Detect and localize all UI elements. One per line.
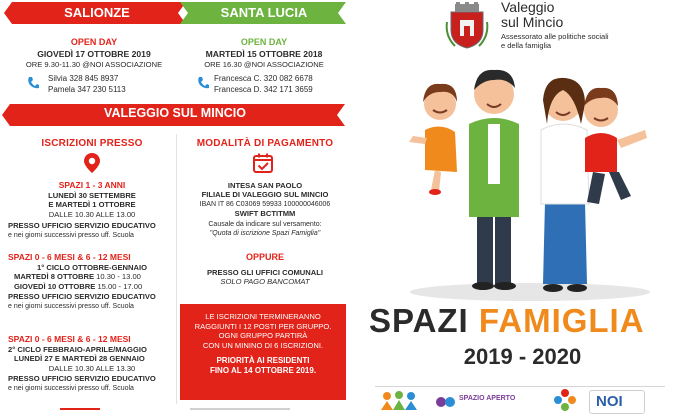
payment-bank-block [180, 181, 350, 238]
main-title [369, 302, 645, 340]
spazio-aperto-logo-icon [435, 392, 457, 412]
coat-of-arms-icon [445, 2, 489, 50]
bank-iban: IBAN IT 86 C03069 59933 100000046006 [199, 200, 331, 208]
notice-line: RAGGIUNTI I 12 POSTI PER GRUPPO. [194, 321, 332, 331]
flower-logo-icon [553, 388, 577, 412]
municipality-sub-line: Assessorato alle politiche sociali [501, 32, 609, 41]
oppure-label: OPPURE [245, 252, 284, 262]
causale-value: "Quota di iscrizione Spazi Famiglia" [209, 230, 321, 238]
date-label: LUNEDÌ 27 E MARTEDÌ [14, 354, 97, 364]
calendar-check-icon [252, 152, 274, 174]
contact-pamela: Pamela 347 230 5113 [48, 85, 126, 94]
open-day-time: ORE 9.30-11.30 @NOI ASSOCIAZIONE [25, 60, 163, 69]
family-illustration [395, 52, 665, 302]
uffici-label: PRESSO GLI UFFICI COMUNALI [206, 268, 324, 277]
causale-label: Causale da indicare sul versamento: [208, 221, 322, 229]
group-line: e nei giorni successivi presso uff. Scuola [8, 302, 134, 310]
group-line: E MARTEDÌ 1 OTTOBRE [48, 200, 136, 210]
bottom-mark [60, 408, 100, 410]
phone-icon [196, 76, 210, 90]
notice-line: FINO AL 14 OTTOBRE 2019. [209, 365, 317, 375]
noi-logo-text: NOI [596, 393, 623, 410]
time-label: 10.30 - 13.00 [96, 272, 141, 282]
group-line: LUNEDÌ 30 SETTEMBRE [48, 191, 136, 200]
iscrizioni-notice [180, 304, 346, 400]
ribbon-valeggio: VALEGGIO SUL MINCIO [104, 106, 246, 120]
salionze-openday [14, 37, 174, 69]
open-day-label: OPEN DAY [70, 37, 118, 47]
bank-swift: SWIFT BCTITMM [234, 208, 296, 218]
location-pin-icon [82, 152, 102, 174]
ribbon-salionze: SALIONZE [64, 5, 130, 20]
column-divider [176, 134, 177, 404]
kids-logo-icon [379, 390, 419, 412]
son-figure [584, 88, 647, 204]
group-line: PRESSO UFFICIO SERVIZIO EDUCATIVO [8, 292, 156, 302]
municipality-sub [501, 32, 609, 50]
open-day-label: OPEN DAY [240, 37, 288, 47]
date-label: MARTEDÌ 8 OTTOBRE [14, 272, 95, 282]
date-label: GIOVEDÌ 10 OTTOBRE [14, 281, 96, 291]
bancomat-label: SOLO PAGO BANCOMAT [220, 277, 310, 287]
notice-line: PRIORITÀ AI RESIDENTI [216, 356, 310, 366]
open-day-time: ORE 16.30 @NOI ASSOCIAZIONE [204, 60, 324, 69]
group-line [8, 272, 176, 281]
group-line: PRESSO UFFICIO SERVIZIO EDUCATIVO [8, 374, 156, 384]
group-line: e nei giorni successivi presso uff. Scuola [8, 231, 134, 239]
group-title: SPAZI 0 - 6 MESI & 6 - 12 MESI [8, 334, 131, 344]
notice-line: LE ISCRIZIONI TERMINERANNO [205, 312, 321, 321]
title-word: FAMIGLIA [478, 302, 645, 339]
group-title: SPAZI 0 - 6 MESI & 6 - 12 MESI [8, 252, 131, 262]
group-line: e nei giorni successivi presso uff. Scuola [8, 384, 134, 392]
bottom-mark [190, 408, 290, 410]
title-word: SPAZI [369, 302, 469, 339]
group-line [8, 282, 176, 291]
municipality-sub-line: e della famiglia [501, 41, 552, 50]
ribbon-santa-lucia: SANTA LUCIA [220, 5, 308, 20]
group-cycle: 2° CICLO FEBBRAIO-APRILE/MAGGIO [8, 345, 147, 354]
phone-icon [26, 76, 40, 90]
group-title: SPAZI 1 - 3 ANNI [58, 180, 126, 190]
municipality-name [501, 0, 563, 30]
group-cycle: 1° CICLO OTTOBRE-GENNAIO [36, 263, 148, 272]
noi-logo [589, 390, 645, 414]
santalucia-openday [184, 37, 344, 69]
time-label: 15.00 - 17.00 [97, 281, 143, 291]
iscrizioni-group-3 [8, 334, 176, 393]
group-line [8, 354, 176, 363]
municipality-name-line: sul Mincio [501, 14, 564, 30]
bank-name: INTESA SAN PAOLO [227, 181, 303, 190]
daughter-figure [409, 84, 457, 195]
iscrizioni-heading: ISCRIZIONI PRESSO [41, 138, 143, 149]
bank-branch: FILIALE DI VALEGGIO SUL MINCIO [201, 190, 329, 200]
contact-francesca-c: Francesca C. 320 082 6678 [214, 74, 313, 83]
title-years: 2019 - 2020 [463, 344, 582, 369]
notice-line: OGNI GRUPPO PARTIRÀ [218, 331, 308, 341]
group-line: PRESSO UFFICIO SERVIZIO EDUCATIVO [8, 221, 156, 231]
pagamento-heading: MODALITÀ DI PAGAMENTO [196, 138, 334, 149]
group-line: DALLE 10.30 ALLE 13.00 [48, 209, 136, 219]
spazio-aperto-logo-text: SPAZIO APERTO [459, 395, 516, 402]
payment-alt-block [180, 252, 350, 287]
mother-figure [541, 78, 589, 292]
contact-francesca-d: Francesca D. 342 171 3659 [214, 85, 313, 94]
date-label: 28 GENNAIO [98, 354, 145, 364]
notice-line: CON UN MININO DI 6 ISCRIZIONI. [202, 340, 324, 350]
iscrizioni-group-1 [8, 180, 176, 240]
municipality-name-line: Valeggio [501, 0, 555, 15]
iscrizioni-group-2 [8, 252, 176, 311]
footer-divider [375, 386, 665, 387]
father-figure [469, 70, 519, 290]
open-day-date: MARTEDÌ 15 OTTOBRE 2018 [205, 49, 323, 59]
right-panel [355, 0, 690, 414]
group-line: DALLE 10.30 ALLE 13.30 [48, 363, 136, 373]
contact-silvia: Silvia 328 845 8937 [48, 74, 119, 83]
open-day-date: GIOVEDÌ 17 OTTOBRE 2019 [37, 49, 151, 59]
